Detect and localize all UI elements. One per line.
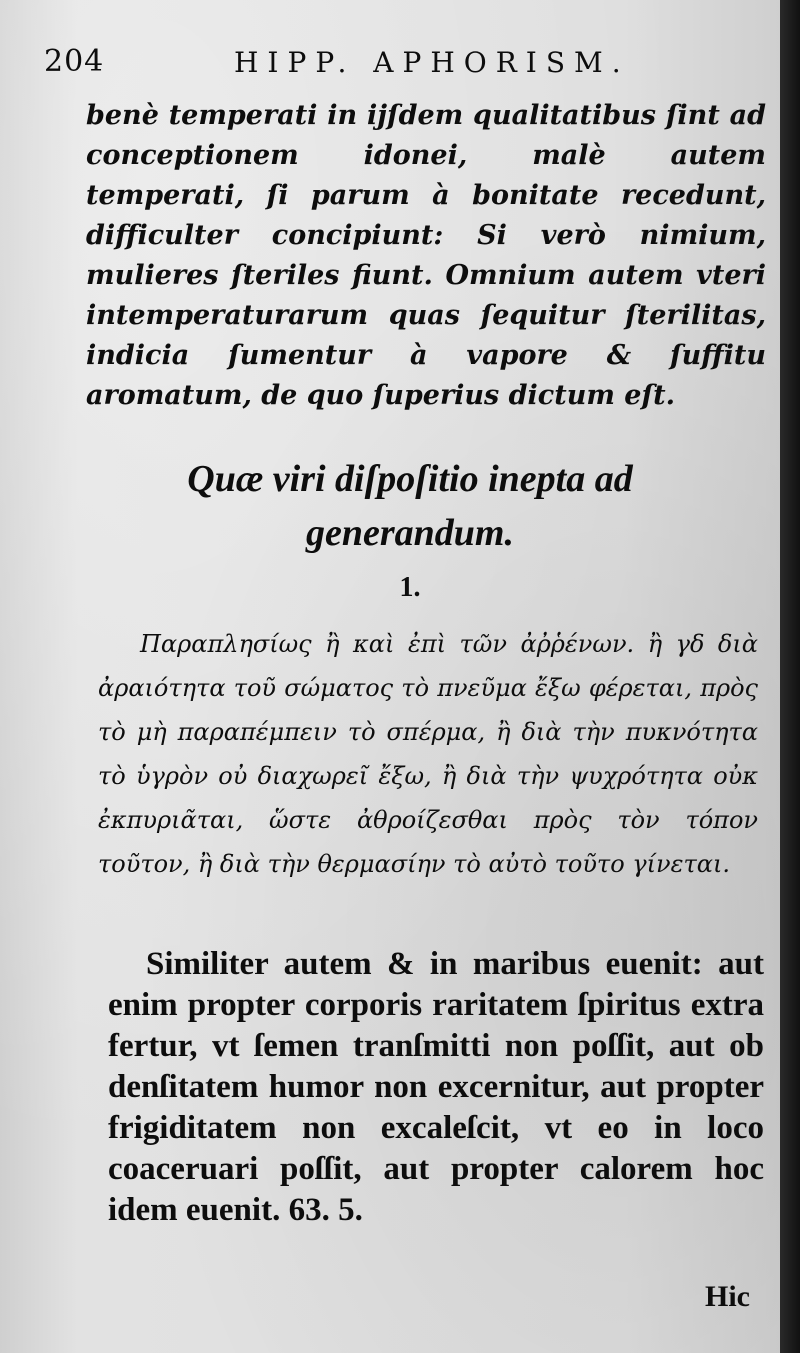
section-number: 1.	[399, 572, 421, 603]
page-edge-shadow	[780, 0, 800, 1353]
catchword: Hic	[705, 1280, 750, 1313]
section-heading-line-1: Quæ viri diſpoſitio inepta ad	[187, 458, 633, 500]
running-head: HIPP. APHORISM.	[234, 46, 630, 79]
section-heading	[90, 452, 730, 560]
section-heading-line-2: generandum.	[306, 512, 514, 554]
latin-paragraph: Similiter autem & in maribus euenit: aut enim propter corporis raritatem ſpiritus extra fertur, vt ſemen tranſmitti non poſſit, aut ob denſitatem humor non excernitur, aut propter frigiditatem non excaleſcit, vt eo in loco coaceruari poſſit, aut propter calorem hoc idem euenit. 63. 5.	[108, 946, 764, 1228]
page-header	[44, 44, 744, 88]
greek-paragraph: Παραπλησίως ἢ καὶ ἐπὶ τῶν ἀῤῥένων. ἢ γδ διὰ ἀραιότητα τοῦ σώματος τὸ πνεῦμα ἔξω φέρεται, πρὸς τὸ μὴ παραπέμπειν τὸ σπέρμα, ἢ διὰ τὴν πυκνότητα τὸ ὑγρὸν οὐ διαχωρεῖ ἔξω, ἢ διὰ τὴν ψυχρότητα οὐκ ἐκπυριᾶται, ὥστε ἀθροίζεσθαι πρὸς τὸν τόπον τοῦτον, ἢ διὰ τὴν θερμασίην τὸ αὐτὸ τοῦτο γίνεται.	[98, 630, 758, 878]
page-number: 204	[44, 44, 105, 79]
italic-paragraph: benè temperati in ijſdem qualitatibus ſint ad conceptionem idonei, malè autem temperati, ſi parum à bonitate recedunt, difficulter concipiunt: Si verò nimium, mulieres ſteriles fiunt. Omnium autem vteri intemperaturarum quas ſequitur ſterilitas, indicia ſumentur à vapore & ſuffitu aromatum, de quo ſuperius dictum eſt.	[86, 100, 766, 411]
